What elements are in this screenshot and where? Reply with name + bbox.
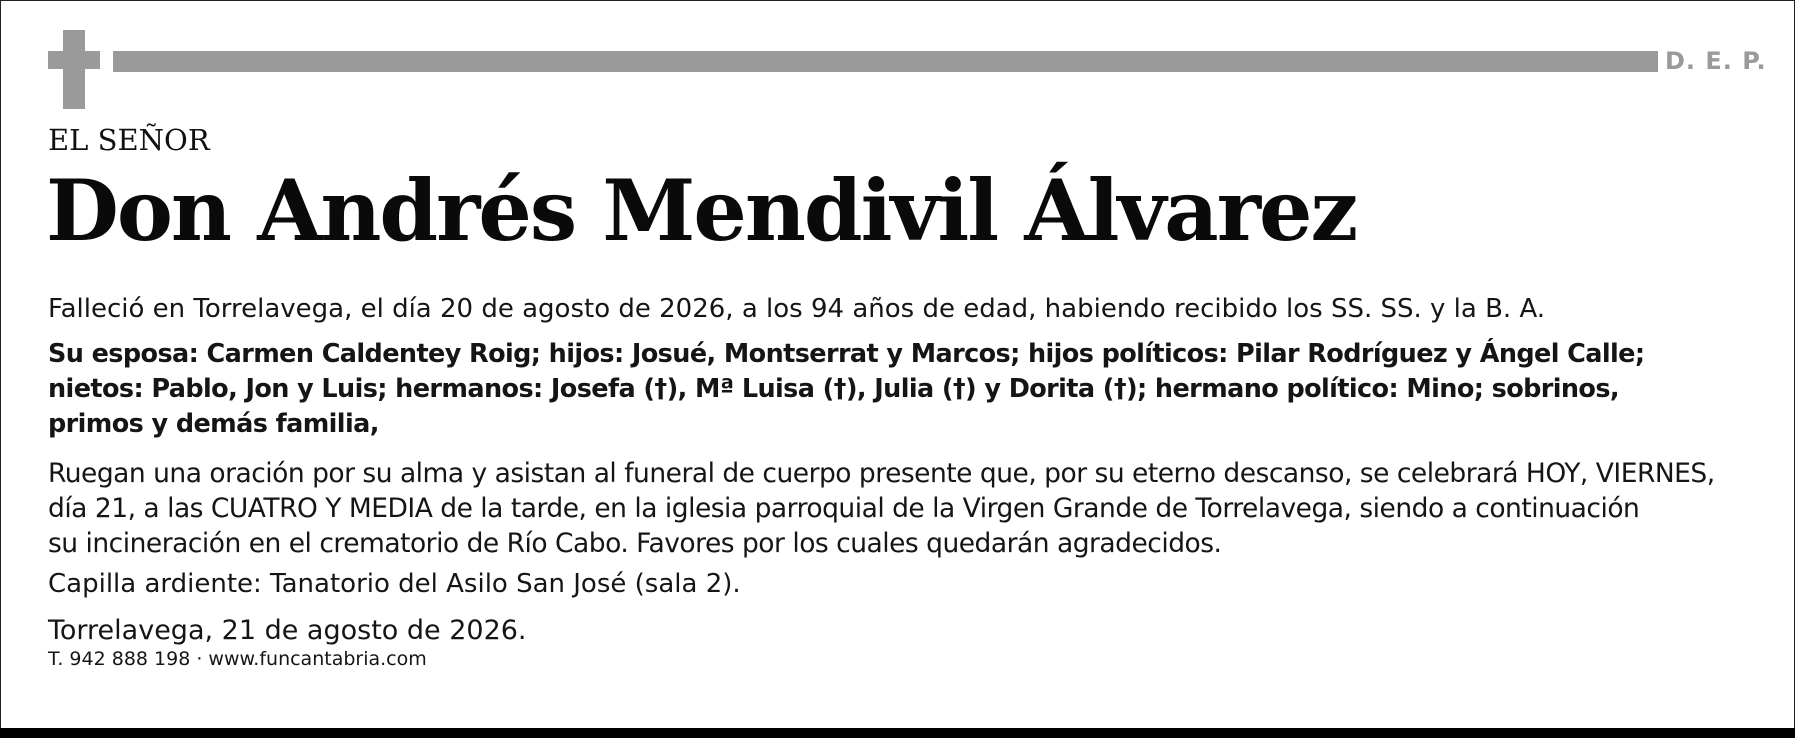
honorific: EL SEÑOR <box>48 123 210 157</box>
family-line: nietos: Pablo, Jon y Luis; hermanos: Josefa (†), Mª Luisa (†), Julia (†) y Dorita (†); hermano político: Mino; sobrinos, <box>48 374 1620 404</box>
chapel-info <box>48 567 741 602</box>
funeral-announcement <box>48 456 1715 561</box>
place-date <box>48 613 527 648</box>
dep-label: D. E. P. <box>1665 47 1767 75</box>
bottom-border <box>0 728 1795 738</box>
header-rule <box>113 51 1658 72</box>
deceased-name: Don Andrés Mendivil Álvarez <box>46 161 1357 260</box>
death-statement <box>48 292 1545 327</box>
family-line: Su esposa: Carmen Caldentey Roig; hijos: Josué, Montserrat y Marcos; hijos políticos: Pilar Rodríguez y Ángel Calle; <box>48 339 1645 369</box>
prayer-line: día 21, a las CUATRO Y MEDIA de la tarde, en la iglesia parroquial de la Virgen Grande de Torrelavega, siendo a continuación <box>48 493 1640 524</box>
family-line: primos y demás familia, <box>48 409 379 439</box>
chapel-text: Capilla ardiente: Tanatorio del Asilo San José (sala 2). <box>48 569 741 599</box>
funeral-home-contact: T. 942 888 198 · www.funcantabria.com <box>48 648 427 670</box>
family-list <box>48 337 1644 442</box>
latin-cross-icon <box>48 30 100 109</box>
place-date-text: Torrelavega, 21 de agosto de 2026. <box>48 615 527 646</box>
death-text: Falleció en Torrelavega, el día 20 de agosto de 2026, a los 94 años de edad, habiendo recibido los SS. SS. y la B. A. <box>48 294 1546 324</box>
prayer-line: Ruegan una oración por su alma y asistan al funeral de cuerpo presente que, por su eterno descanso, se celebrará HOY, VIERNES, <box>48 458 1715 489</box>
prayer-line: su incineración en el crematorio de Río Cabo. Favores por los cuales quedarán agradecidos. <box>48 528 1222 559</box>
